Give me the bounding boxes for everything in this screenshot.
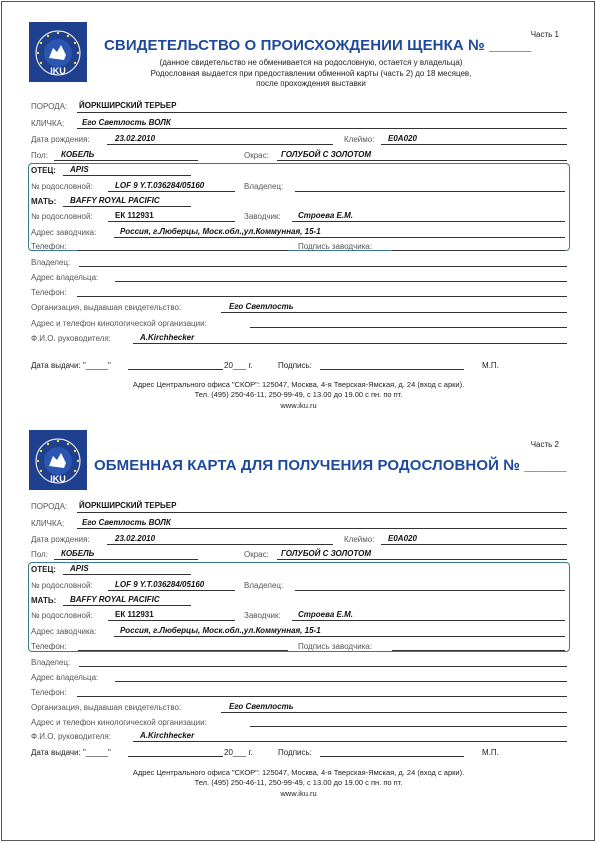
- father-underline: [63, 175, 191, 176]
- breeder-underline: [292, 620, 565, 621]
- footer-website[interactable]: www.iku.ru: [280, 401, 317, 410]
- iku-logo: [29, 22, 87, 82]
- cynological-org-label: Адрес и телефон кинологической организации:: [31, 718, 207, 727]
- father-value: APIS: [70, 165, 89, 174]
- mother-pedigree-underline: [108, 221, 235, 222]
- name-underline: [77, 528, 567, 529]
- mother-pedigree-label: № родословной:: [31, 611, 93, 620]
- father-value: APIS: [70, 564, 89, 573]
- sex-value: КОБЕЛЬ: [61, 150, 95, 159]
- father-owner-underline: [295, 191, 565, 192]
- father-pedigree-value: LOF 9 Y.T.036284/05160: [115, 580, 205, 589]
- footer-phone: Тел. (495) 250-46-11, 250-99-49, с 13.00 до 19.00 с пн. по пт.: [194, 390, 403, 399]
- issuing-org-label: Организация, выдавшая свидетельство:: [31, 303, 182, 312]
- father-pedigree-value: LOF 9 Y.T.036284/05160: [115, 181, 205, 190]
- brand-value: E0A020: [388, 134, 417, 143]
- cynological-org-underline: [250, 327, 567, 328]
- breeder-label: Заводчик:: [244, 611, 281, 620]
- father-owner-underline: [295, 590, 565, 591]
- part-number: Часть 1: [530, 30, 559, 39]
- breeder-phone-label: Телефон:: [31, 642, 67, 651]
- sex-label: Пол:: [31, 151, 48, 160]
- brand-value: E0A020: [388, 534, 417, 543]
- father-owner-label: Владелец:: [244, 182, 284, 191]
- issuing-org-value: Его Светлость: [229, 302, 294, 311]
- sex-value: КОБЕЛЬ: [61, 549, 95, 558]
- mother-pedigree-underline: [108, 620, 235, 621]
- father-pedigree-underline: [108, 191, 235, 192]
- color-label: Окрас:: [244, 151, 269, 160]
- owner-phone-label: Телефон:: [31, 288, 67, 297]
- owner-label: Владелец:: [31, 658, 71, 667]
- breeder-signature-underline: [392, 650, 565, 651]
- signature-label: Подпись:: [278, 361, 312, 370]
- page-title: СВИДЕТЕЛЬСТВО О ПРОИСХОЖДЕНИИ ЩЕНКА № _____: [104, 37, 532, 54]
- owner-underline: [79, 266, 567, 267]
- breed-label: ПОРОДА:: [31, 102, 68, 111]
- part-number: Часть 2: [530, 440, 559, 449]
- owner-address-underline: [115, 681, 567, 682]
- birth-date-underline: [107, 544, 333, 545]
- issuing-org-label: Организация, выдавшая свидетельство:: [31, 703, 182, 712]
- color-value: ГОЛУБОЙ С ЗОЛОТОМ: [281, 150, 372, 159]
- name-label: КЛИЧКА:: [31, 519, 65, 528]
- mother-label: МАТЬ:: [31, 197, 57, 206]
- color-underline: [277, 559, 567, 560]
- owner-phone-label: Телефон:: [31, 688, 67, 697]
- footer-phone: Тел. (495) 250-46-11, 250-99-49, с 13.00 до 19.00 с пн. по пт.: [194, 778, 403, 787]
- footer-address: Адрес Центрального офиса "СКОР": 125047, Москва, 4-я Тверская-Ямская, д. 24 (вход с арки).: [132, 380, 465, 389]
- mother-value: BAFFY ROYAL PACIFIC: [70, 196, 160, 205]
- name-label: КЛИЧКА:: [31, 119, 65, 128]
- note-line-2: Родословная выдается при предоставлении обменной карты (часть 2) до 18 месяцев,: [150, 69, 472, 78]
- svg-text:IKU: IKU: [50, 66, 66, 76]
- mother-underline: [63, 206, 191, 207]
- issue-year-label: 20___ г.: [224, 361, 253, 370]
- birth-date-underline: [107, 144, 333, 145]
- sex-underline: [54, 559, 198, 560]
- footer-address: Адрес Центрального офиса "СКОР": 125047, Москва, 4-я Тверская-Ямская, д. 24 (вход с арки).: [132, 768, 465, 777]
- note-line-3: после прохождения выставки: [256, 79, 366, 88]
- name-value: Его Светлость ВОЛК: [82, 518, 171, 527]
- issuing-org-underline: [221, 712, 567, 713]
- sex-label: Пол:: [31, 550, 48, 559]
- birth-date-value: 23.02.2010: [115, 534, 156, 543]
- breed-value: ЙОРКШИРСКИЙ ТЕРЬЕР: [79, 101, 177, 110]
- mother-label: МАТЬ:: [31, 596, 57, 605]
- breeder-value: Строева Е.М.: [298, 610, 353, 619]
- brand-underline: [381, 144, 567, 145]
- head-name-label: Ф.И.О. руководителя:: [31, 732, 111, 741]
- owner-phone-underline: [77, 296, 567, 297]
- breeder-address-value: Россия, г.Люберцы, Моск.обл.,ул.Коммунная, 15-1: [120, 626, 321, 635]
- father-owner-label: Владелец:: [244, 581, 284, 590]
- breeder-phone-underline: [78, 650, 288, 651]
- breeder-signature-underline: [392, 250, 565, 251]
- color-value: ГОЛУБОЙ С ЗОЛОТОМ: [281, 549, 372, 558]
- head-name-label: Ф.И.О. руководителя:: [31, 334, 111, 343]
- mother-pedigree-label: № родословной:: [31, 212, 93, 221]
- name-value: Его Светлость ВОЛК: [82, 118, 171, 127]
- iku-emblem-icon: [29, 22, 87, 82]
- father-label: ОТЕЦ:: [31, 565, 56, 574]
- mother-pedigree-value: ЕК 112931: [115, 610, 154, 619]
- breeder-address-label: Адрес заводчика:: [31, 627, 97, 636]
- owner-label: Владелец:: [31, 258, 71, 267]
- mother-pedigree-value: ЕК 112931: [115, 211, 154, 220]
- breeder-address-label: Адрес заводчика:: [31, 228, 97, 237]
- brand-label: Клеймо:: [344, 135, 375, 144]
- breeder-address-underline: [114, 636, 565, 637]
- color-label: Окрас:: [244, 550, 269, 559]
- note-line-1: (данное свидетельство не обменивается на родословную, остается у владельца): [159, 58, 463, 67]
- breeder-phone-label: Телефон:: [31, 242, 67, 251]
- head-name-underline: [133, 343, 567, 344]
- issue-date-label: Дата выдачи: "_____": [31, 361, 111, 370]
- birth-date-value: 23.02.2010: [115, 134, 156, 143]
- sex-underline: [54, 160, 198, 161]
- name-underline: [77, 128, 567, 129]
- father-label: ОТЕЦ:: [31, 166, 56, 175]
- certificate-part-2: [0, 410, 597, 830]
- iku-emblem-icon: [29, 430, 87, 490]
- breeder-signature-label: Подпись заводчика:: [298, 642, 373, 651]
- breed-value: ЙОРКШИРСКИЙ ТЕРЬЕР: [79, 501, 177, 510]
- issuing-org-value: Его Светлость: [229, 702, 294, 711]
- breeder-value: Строева Е.М.: [298, 211, 353, 220]
- stamp-label: М.П.: [482, 748, 499, 757]
- head-name-value: A.Kirchhecker: [140, 333, 195, 342]
- breeder-label: Заводчик:: [244, 212, 281, 221]
- color-underline: [277, 160, 567, 161]
- head-name-underline: [133, 741, 567, 742]
- birth-date-label: Дата рождения:: [31, 135, 90, 144]
- footer-website[interactable]: www.iku.ru: [280, 789, 317, 798]
- father-underline: [63, 574, 191, 575]
- breeder-address-underline: [114, 237, 565, 238]
- birth-date-label: Дата рождения:: [31, 535, 90, 544]
- signature-underline: [320, 369, 464, 370]
- cynological-org-underline: [250, 726, 567, 727]
- breeder-phone-underline: [78, 250, 288, 251]
- father-pedigree-label: № родословной:: [31, 182, 93, 191]
- issuing-org-underline: [221, 312, 567, 313]
- cynological-org-label: Адрес и телефон кинологической организации:: [31, 319, 207, 328]
- owner-address-label: Адрес владельца:: [31, 673, 99, 682]
- certificate-part-1: [0, 0, 597, 420]
- owner-underline: [79, 666, 567, 667]
- parents-box: [28, 562, 570, 652]
- head-name-value: A.Kirchhecker: [140, 731, 195, 740]
- brand-underline: [381, 544, 567, 545]
- issue-date-underline: [128, 369, 223, 370]
- page-title: ОБМЕННАЯ КАРТА ДЛЯ ПОЛУЧЕНИЯ РОДОСЛОВНОЙ № _____: [94, 457, 567, 474]
- signature-label: Подпись:: [278, 748, 312, 757]
- breed-underline: [77, 512, 567, 513]
- father-pedigree-underline: [108, 590, 235, 591]
- breeder-address-value: Россия, г.Люберцы, Моск.обл.,ул.Коммунная, 15-1: [120, 227, 321, 236]
- issue-date-underline: [128, 756, 223, 757]
- iku-logo: [29, 430, 87, 490]
- mother-underline: [63, 605, 191, 606]
- breed-underline: [77, 112, 567, 113]
- breed-label: ПОРОДА:: [31, 502, 68, 511]
- mother-value: BAFFY ROYAL PACIFIC: [70, 595, 160, 604]
- breeder-signature-label: Подпись заводчика:: [298, 242, 373, 251]
- brand-label: Клеймо:: [344, 535, 375, 544]
- issue-date-label: Дата выдачи: "_____": [31, 748, 111, 757]
- breeder-underline: [292, 221, 565, 222]
- signature-underline: [320, 756, 464, 757]
- issue-year-label: 20___ г.: [224, 748, 253, 757]
- owner-phone-underline: [77, 696, 567, 697]
- svg-text:IKU: IKU: [50, 474, 66, 484]
- owner-address-label: Адрес владельца:: [31, 273, 99, 282]
- father-pedigree-label: № родословной:: [31, 581, 93, 590]
- owner-address-underline: [115, 281, 567, 282]
- stamp-label: М.П.: [482, 361, 499, 370]
